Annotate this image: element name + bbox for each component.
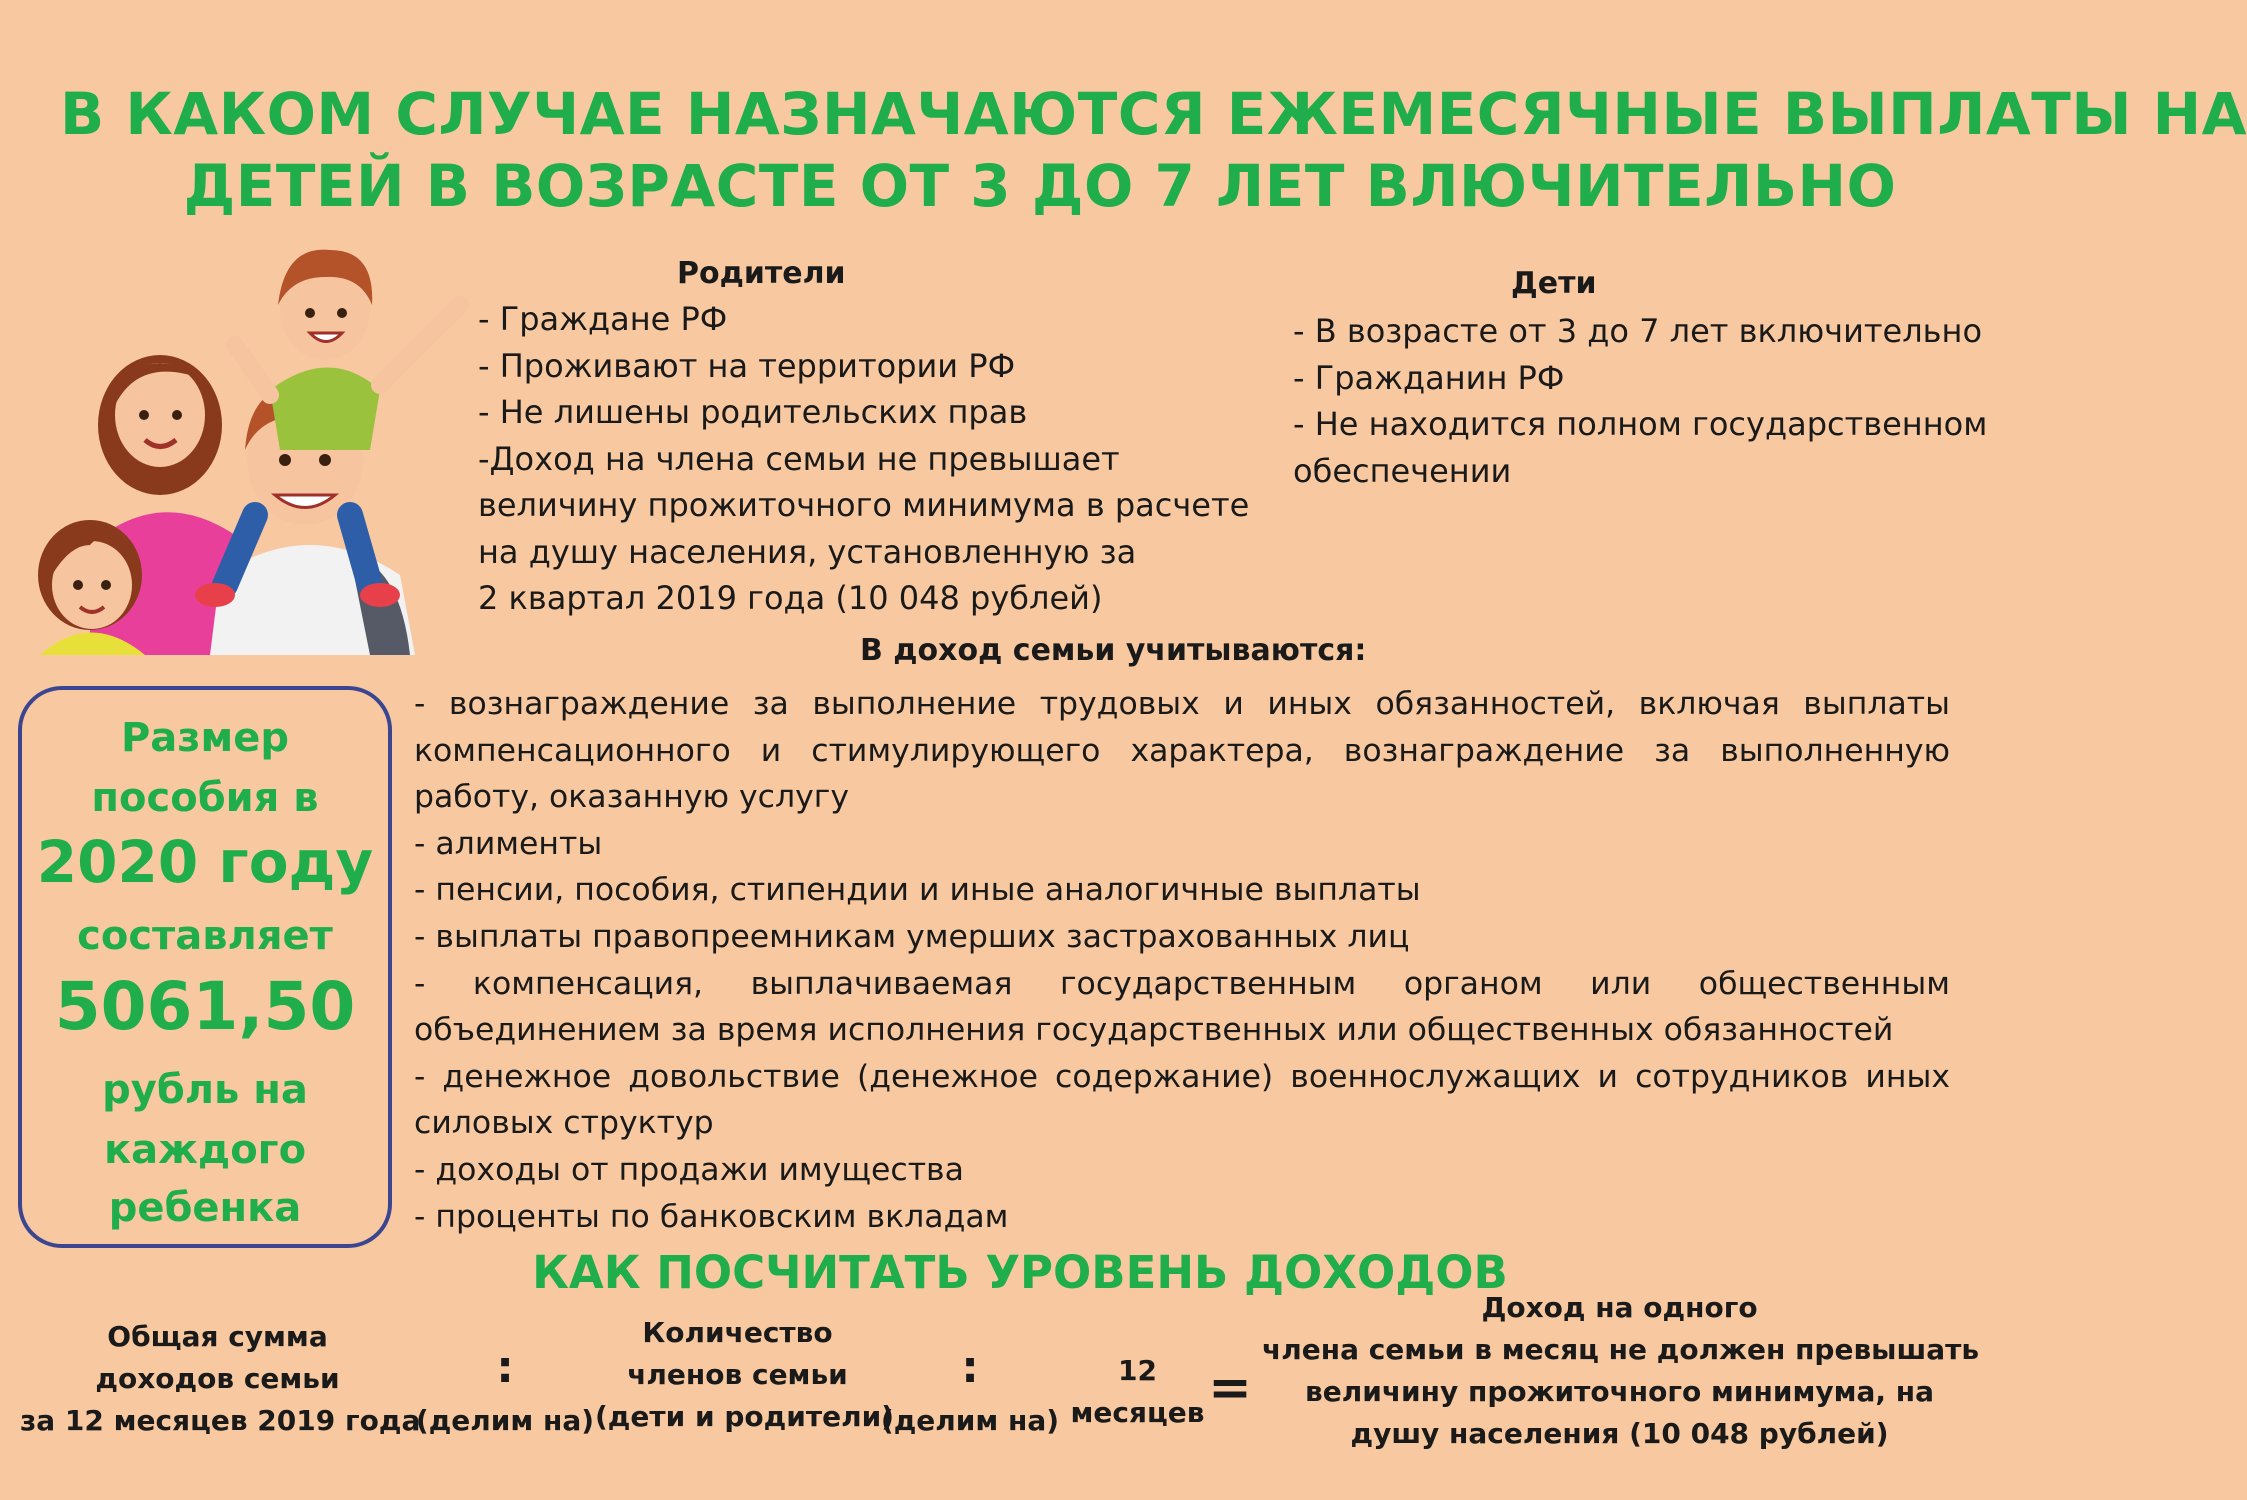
benefit-box — [18, 686, 392, 1248]
benefit-year: 2020 году — [36, 828, 374, 896]
calc-result-line: члена семьи в месяц не должен превышать — [1262, 1333, 1980, 1366]
calc-total-line: за 12 месяцев 2019 года — [20, 1404, 421, 1437]
list-item: - Проживают на территории РФ — [478, 346, 1016, 385]
equals-symbol: = — [1208, 1358, 1252, 1418]
divide-symbol: : — [961, 1342, 979, 1393]
calc-months-number: 12 — [1118, 1354, 1157, 1387]
title-line-1: В КАКОМ СЛУЧАЕ НАЗНАЧАЮТСЯ ЕЖЕМЕСЯЧНЫЕ ВЫПЛАТЫ НА — [60, 80, 2247, 148]
list-item: - пенсии, пособия, стипендии и иные аналогичные выплаты — [414, 872, 1421, 909]
list-item: обеспечении — [1293, 451, 1512, 490]
children-heading: Дети — [1511, 266, 1597, 301]
calc-members — [595, 1312, 895, 1438]
family-illustration — [20, 215, 470, 655]
calc-result — [1262, 1287, 1980, 1455]
benefit-line-2: пособия в — [91, 775, 319, 821]
income-list — [414, 681, 1950, 1240]
benefit-line-5: каждого — [103, 1127, 307, 1173]
list-item: - компенсация, выплачиваемая государственным органом или общественным объединением за время исполнения государственных или общественных обязанностей — [414, 965, 1950, 1049]
list-item: -Доход на члена семьи не превышает — [478, 439, 1120, 478]
calc-total — [20, 1316, 421, 1442]
list-item: - алименты — [414, 825, 603, 862]
list-item: - проценты по банковским вкладам — [414, 1198, 1009, 1235]
calc-result-line: душу населения (10 048 рублей) — [1350, 1417, 1889, 1450]
list-item: - Не находится полном государственном — [1293, 405, 1988, 443]
list-item: - Граждане РФ — [478, 300, 728, 338]
calc-members-line: членов семьи — [627, 1358, 848, 1391]
divide-label: (делим на) — [880, 1404, 1060, 1437]
list-item: - вознаграждение за выполнение трудовых и иных обязанностей, включая выплаты компенсационного и стимулирующего характера, вознаграждение за выполненную работу, оказанную услугу — [414, 686, 1950, 816]
list-item: на душу населения, установленную за — [478, 532, 1137, 571]
benefit-line-1: Размер — [120, 715, 289, 761]
list-item: 2 квартал 2019 года (10 048 рублей) — [478, 579, 1103, 617]
parents-list — [478, 296, 1258, 622]
benefit-line-4: рубль на — [102, 1067, 308, 1113]
income-heading: В доход семьи учитываются: — [860, 633, 1367, 668]
list-item: - В возрасте от 3 до 7 лет включительно — [1293, 312, 1983, 350]
calc-members-line: Количество — [642, 1316, 833, 1349]
children-list — [1293, 308, 1993, 494]
divide-symbol: : — [496, 1342, 514, 1393]
calc-heading: КАК ПОСЧИТАТЬ УРОВЕНЬ ДОХОДОВ — [532, 1246, 1508, 1299]
parents-heading: Родители — [677, 256, 846, 291]
divide-label: (делим на) — [415, 1404, 595, 1437]
list-item: - доходы от продажи имущества — [414, 1151, 964, 1188]
list-item: - Не лишены родительских прав — [478, 393, 1028, 431]
list-item: величину прожиточного минимума в расчете — [478, 486, 1250, 524]
calc-result-line: величину прожиточного минимума, на — [1304, 1375, 1935, 1408]
calc-months — [1065, 1350, 1210, 1434]
benefit-line-3: составляет — [77, 913, 333, 959]
calc-total-line: доходов семьи — [95, 1362, 340, 1395]
title-line-2: ДЕТЕЙ В ВОЗРАСТЕ ОТ 3 ДО 7 ЛЕТ ВЛЮЧИТЕЛЬНО — [183, 152, 1897, 220]
benefit-amount: 5061,50 — [54, 968, 356, 1045]
calc-members-line: (дети и родители) — [595, 1400, 895, 1433]
list-item: - выплаты правопреемникам умерших застрахованных лиц — [414, 918, 1410, 955]
calc-total-line: Общая сумма — [107, 1320, 328, 1353]
calc-result-line: Доход на одного — [1481, 1291, 1758, 1324]
page-title — [60, 78, 2247, 222]
list-item: - Гражданин РФ — [1293, 358, 1565, 397]
benefit-line-6: ребенка — [108, 1185, 302, 1231]
calc-months-label: месяцев — [1070, 1396, 1205, 1429]
list-item: - денежное довольствие (денежное содержание) военнослужащих и сотрудников иных силовых структур — [414, 1058, 1950, 1142]
